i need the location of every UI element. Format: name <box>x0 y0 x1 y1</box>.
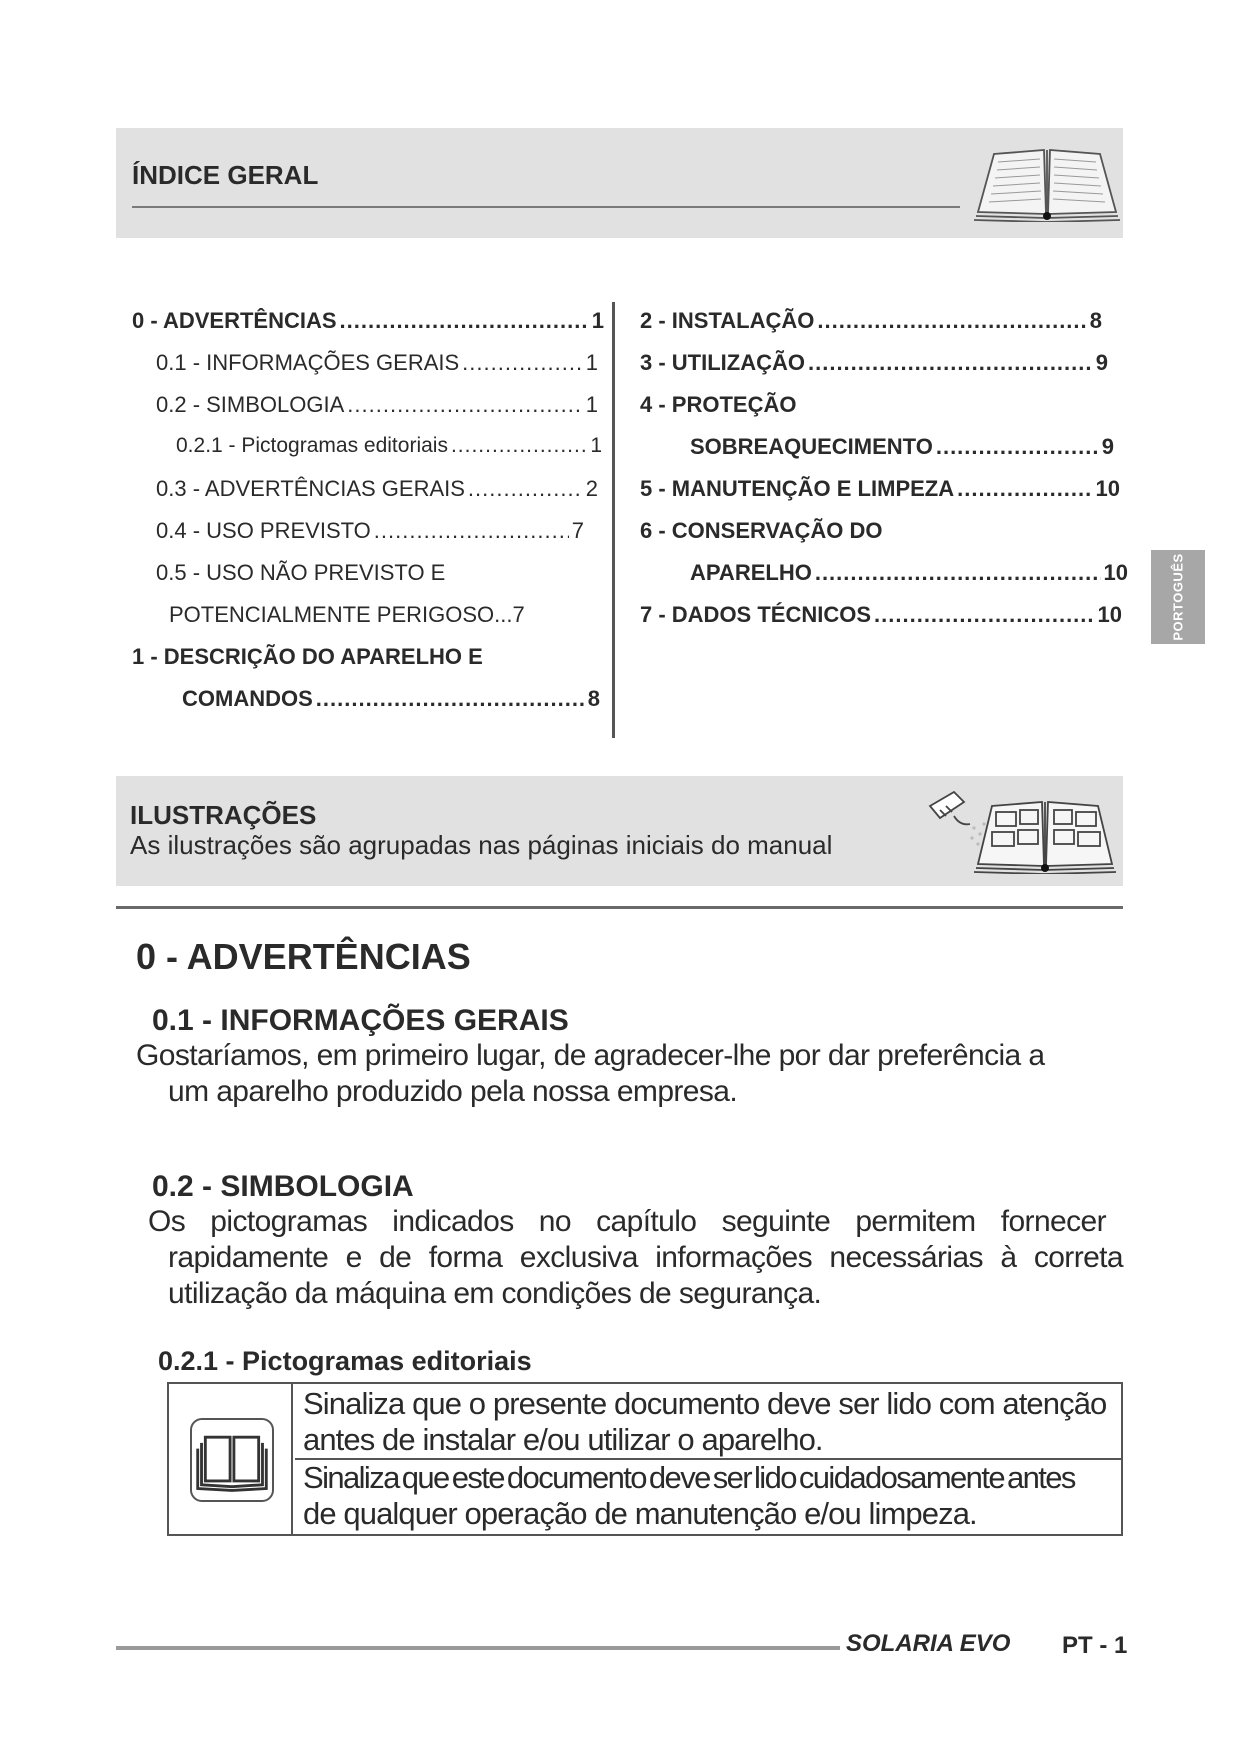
toc-entry-label: POTENCIALMENTE PERIGOSO...7 <box>169 602 525 627</box>
toc-entry-label: 2 - INSTALAÇÃO <box>640 308 815 333</box>
toc-entry-label: SOBREAQUECIMENTO <box>690 434 933 459</box>
toc-entry-page: 8 <box>1089 308 1102 333</box>
pictogram-description-read-before-maintenance <box>295 1460 1123 1534</box>
footer-rule <box>116 1646 840 1650</box>
paragraph-line: Gostaríamos, em primeiro lugar, de agradecer-lhe por dar preferência a <box>136 1039 1045 1072</box>
toc-entry-page: 10 <box>1103 560 1128 585</box>
toc-entry[interactable] <box>156 476 598 506</box>
language-tab-label: PORTOGUÊS <box>1170 553 1186 641</box>
toc-entry-label: 0 - ADVERTÊNCIAS <box>132 308 337 333</box>
toc-entry-continuation[interactable] <box>690 434 1114 464</box>
index-header <box>116 128 1123 238</box>
table-line: Sinaliza que este documento deve ser lido cuidadosamente antes <box>303 1460 1075 1495</box>
paragraph-0-2 <box>148 1204 1123 1312</box>
toc-leader-dots <box>316 686 585 712</box>
toc-entry[interactable] <box>640 518 882 548</box>
toc-entry-page: 10 <box>1097 602 1122 627</box>
toc-entry-page: 9 <box>1101 434 1114 459</box>
toc-leader-dots <box>815 560 1101 586</box>
toc-leader-dots <box>451 434 587 458</box>
toc-entry-label: 0.2.1 - Pictogramas editoriais <box>176 434 448 457</box>
toc-entry[interactable] <box>640 602 1122 632</box>
toc-entry-label: 0.1 - INFORMAÇÕES GERAIS <box>156 350 460 375</box>
toc-entry[interactable] <box>640 392 796 422</box>
toc-entry[interactable] <box>132 308 604 338</box>
toc-leader-dots <box>374 518 569 544</box>
toc-entry-label: 7 - DADOS TÉCNICOS <box>640 602 872 627</box>
paragraph-line: um aparelho produzido pela nossa empresa. <box>168 1075 738 1108</box>
toc-entry-label: 0.5 - USO NÃO PREVISTO E <box>156 560 446 585</box>
toc-entry-label: 6 - CONSERVAÇÃO DO <box>640 518 883 543</box>
footer-model-name: SOLARIA EVO <box>846 1630 1011 1657</box>
subsection-title-0-2: 0.2 - SIMBOLOGIA <box>152 1170 414 1203</box>
toc-entry-page: 1 <box>585 350 598 375</box>
toc-entry-label: 4 - PROTEÇÃO <box>640 392 797 417</box>
toc-entry-page: 9 <box>1095 350 1108 375</box>
illustrations-header <box>116 776 1123 886</box>
toc-entry[interactable] <box>156 392 598 422</box>
toc-entry-label: APARELHO <box>690 560 812 585</box>
illustrations-subtitle: As ilustrações são agrupadas nas páginas iniciais do manual <box>130 830 833 860</box>
toc-entry-label: 1 - DESCRIÇÃO DO APARELHO E <box>132 644 483 669</box>
toc-leader-dots <box>808 350 1093 376</box>
toc-leader-dots <box>957 476 1092 502</box>
open-book-icon <box>972 140 1122 222</box>
subsection-title-0-1: 0.1 - INFORMAÇÕES GERAIS <box>152 1004 569 1037</box>
toc-entry-page: 7 <box>571 518 584 543</box>
toc-entry[interactable] <box>132 644 483 674</box>
toc-entry-page: 1 <box>590 434 602 457</box>
language-tab <box>1151 550 1205 644</box>
toc-leader-dots <box>340 308 589 334</box>
pictogram-table <box>167 1382 1123 1536</box>
toc-entry-label: 0.3 - ADVERTÊNCIAS GERAIS <box>156 476 465 501</box>
toc-entry-page: 8 <box>587 686 600 711</box>
illustrations-title: ILUSTRAÇÕES <box>130 800 317 830</box>
toc-entry-label: 0.4 - USO PREVISTO <box>156 518 371 543</box>
index-rule <box>132 206 960 208</box>
toc-entry[interactable] <box>640 476 1120 506</box>
footer-page-number: PT - 1 <box>1062 1632 1128 1659</box>
toc-entry[interactable] <box>640 350 1108 380</box>
section-title: 0 - ADVERTÊNCIAS <box>136 936 471 977</box>
toc-leader-dots <box>936 434 1099 460</box>
table-line: antes de instalar e/ou utilizar o aparelho. <box>303 1422 823 1457</box>
toc-leader-dots <box>874 602 1094 628</box>
pictogram-description-read-before-install <box>295 1386 1123 1460</box>
toc-leader-dots <box>817 308 1086 334</box>
table-line: de qualquer operação de manutenção e/ou limpeza. <box>303 1496 977 1531</box>
paragraph-line: utilização da máquina em condições de segurança. <box>168 1277 822 1310</box>
toc-divider <box>612 302 615 738</box>
toc-leader-dots <box>347 392 582 418</box>
book-with-illustrations-icon <box>926 788 1121 874</box>
toc-entry-page: 1 <box>591 308 604 333</box>
index-title: ÍNDICE GERAL <box>132 160 319 190</box>
toc-entry-continuation[interactable] <box>169 602 525 632</box>
toc-leader-dots <box>468 476 583 502</box>
paragraph-0-1 <box>136 1038 1096 1110</box>
subsection-title-0-2-1: 0.2.1 - Pictogramas editoriais <box>158 1346 532 1376</box>
toc-entry-label: 3 - UTILIZAÇÃO <box>640 350 805 375</box>
read-manual-icon <box>190 1418 274 1502</box>
toc-entry-page: 10 <box>1095 476 1120 501</box>
toc-entry-continuation[interactable] <box>690 560 1128 590</box>
table-line: Sinaliza que o presente documento deve ser lido com atenção <box>303 1386 1107 1421</box>
paragraph-line: Os pictogramas indicados no capítulo seguinte permitem fornecer <box>148 1205 1106 1238</box>
toc-entry-label: COMANDOS <box>182 686 313 711</box>
pictogram-cell <box>169 1384 293 1534</box>
toc-leader-dots <box>462 350 583 376</box>
toc-entry[interactable] <box>156 560 445 590</box>
section-divider <box>116 906 1123 909</box>
toc-entry-page: 1 <box>585 392 598 417</box>
toc-entry-label: 0.2 - SIMBOLOGIA <box>156 392 345 417</box>
toc-entry[interactable] <box>640 308 1102 338</box>
toc-entry[interactable] <box>176 434 602 464</box>
toc-entry-continuation[interactable] <box>182 686 600 716</box>
toc-entry-label: 5 - MANUTENÇÃO E LIMPEZA <box>640 476 955 501</box>
toc-entry[interactable] <box>156 350 598 380</box>
toc-entry-page: 2 <box>585 476 598 501</box>
paragraph-line: rapidamente e de forma exclusiva informações necessárias à correta <box>168 1241 1123 1274</box>
toc-entry[interactable] <box>156 518 584 548</box>
